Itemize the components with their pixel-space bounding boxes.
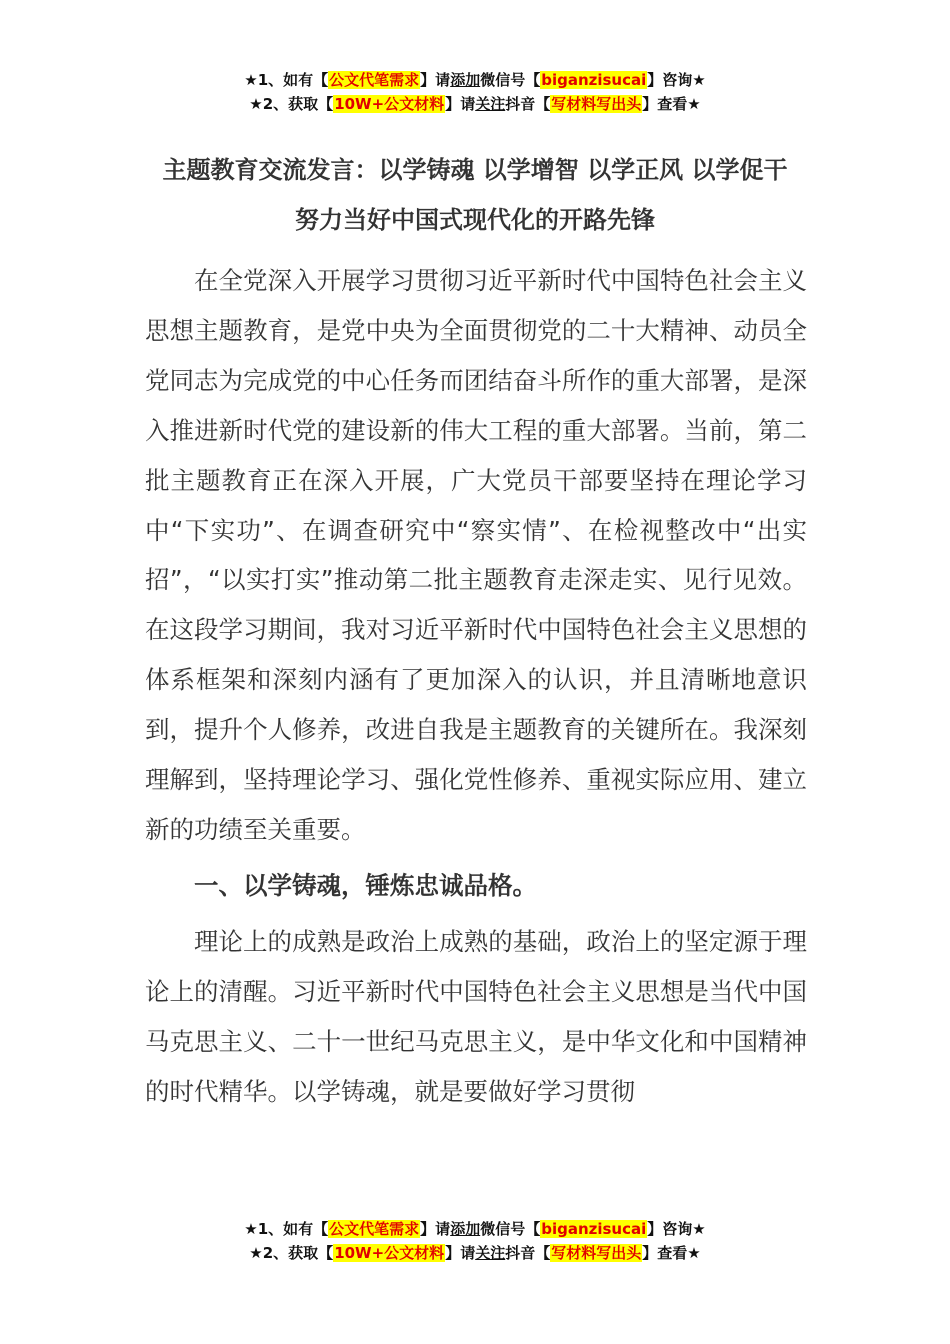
document-title-line-2: 努力当好中国式现代化的开路先锋 (295, 206, 655, 234)
banner-highlight: 写材料写出头 (551, 95, 642, 113)
banner-text: 】查看★ (642, 1244, 701, 1262)
banner-highlight: biganzisucai (541, 71, 647, 89)
banner-line-1 (0, 1217, 950, 1241)
header-banner (0, 68, 950, 116)
banner-text: 】请 (445, 95, 476, 113)
banner-underline: 添加 (450, 71, 481, 89)
banner-highlight: 公文代笔需求 (329, 71, 420, 89)
banner-text: 】请 (420, 1220, 451, 1238)
banner-text: 微信号【 (480, 1220, 541, 1238)
document-body (145, 256, 807, 1116)
banner-line-1 (0, 68, 950, 92)
banner-text: 】咨询★ (647, 1220, 706, 1238)
banner-highlight: 10W+公文材料 (334, 95, 445, 113)
footer-banner (0, 1217, 950, 1265)
body-paragraph: 在全党深入开展学习贯彻习近平新时代中国特色社会主义思想主题教育，是党中央为全面贯彻党的二十大精神、动员全党同志为完成党的中心任务而团结奋斗所作的重大部署，是深入推进新时代党的建设新的伟大工程的重大部署。当前，第二批主题教育正在深入开展，广大党员干部要坚持在理论学习中“下实功”、在调查研究中“察实情”、在检视整改中“出实招”，“以实打实”推动第二批主题教育走深走实、见行见效。在这段学习期间，我对习近平新时代中国特色社会主义思想的体系框架和深刻内涵有了更加深入的认识，并且清晰地意识到，提升个人修养，改进自我是主题教育的关键所在。我深刻理解到，坚持理论学习、强化党性修养、重视实际应用、建立新的功绩至关重要。 (145, 266, 807, 844)
banner-line-2 (0, 92, 950, 116)
banner-underline: 关注 (475, 95, 506, 113)
banner-text: ★2、获取【 (249, 95, 334, 113)
banner-underline: 关注 (475, 1244, 506, 1262)
section-heading: 一、以学铸魂，锤炼忠诚品格。 (194, 870, 537, 900)
banner-highlight: biganzisucai (541, 1220, 647, 1238)
banner-text: ★1、如有【 (244, 71, 329, 89)
banner-highlight: 公文代笔需求 (329, 1220, 420, 1238)
banner-text: 】咨询★ (647, 71, 706, 89)
banner-line-2 (0, 1241, 950, 1265)
banner-text: 】请 (420, 71, 451, 89)
banner-text: 抖音【 (505, 95, 551, 113)
banner-highlight: 写材料写出头 (551, 1244, 642, 1262)
body-paragraph: 理论上的成熟是政治上成熟的基础，政治上的坚定源于理论上的清醒。习近平新时代中国特色社会主义思想是当代中国马克思主义、二十一世纪马克思主义，是中华文化和中国精神的时代精华。以学铸魂，就是要做好学习贯彻 (145, 926, 807, 1106)
banner-text: 】请 (445, 1244, 476, 1262)
banner-text: 微信号【 (480, 71, 541, 89)
banner-text: ★1、如有【 (244, 1220, 329, 1238)
banner-highlight: 10W+公文材料 (334, 1244, 445, 1262)
banner-text: ★2、获取【 (249, 1244, 334, 1262)
banner-underline: 添加 (450, 1220, 481, 1238)
document-title-line-1: 主题教育交流发言：以学铸魂 以学增智 以学正风 以学促干 (162, 156, 788, 184)
banner-text: 抖音【 (505, 1244, 551, 1262)
banner-text: 】查看★ (642, 95, 701, 113)
